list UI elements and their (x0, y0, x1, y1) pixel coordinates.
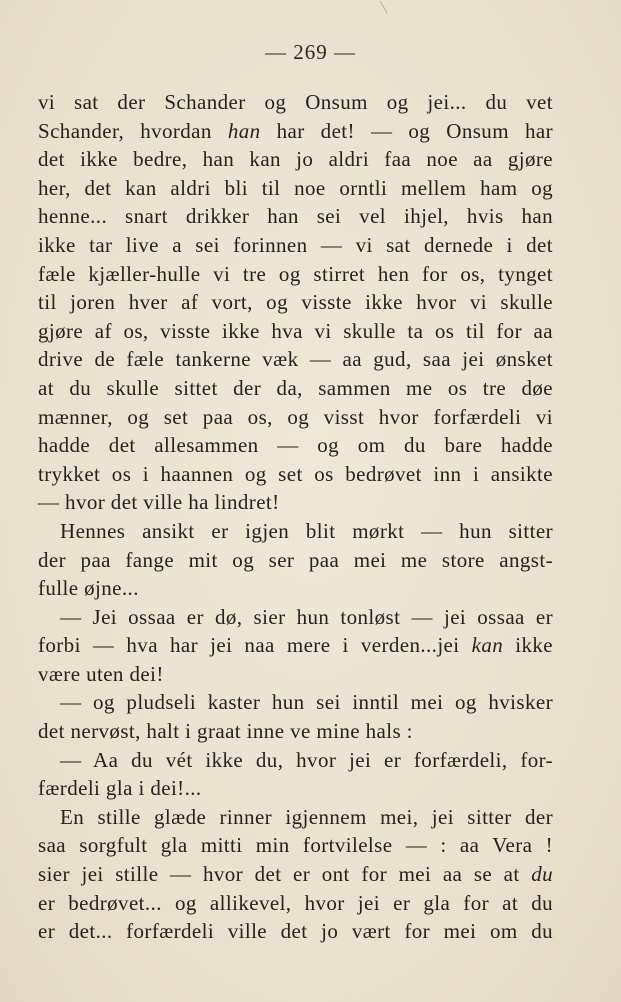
emphasis: han (227, 118, 261, 143)
text-line: drive de fæle tankerne væk — aa gud, saa jei ønsket (38, 347, 553, 372)
text-line: fulle øjne... (38, 576, 139, 601)
emphasis: kan (471, 633, 504, 658)
text-line: henne... snart drikker han sei vel ihjel, hvis han (38, 204, 553, 229)
text-line: — Jei ossaa er dø, sier hun tonløst — jei ossaa er (60, 604, 553, 629)
text-line: være uten dei! (38, 661, 164, 686)
text-line: færdeli gla i dei!... (38, 776, 202, 801)
paper-mark (380, 1, 388, 14)
text-line: er bedrøvet... og allikevel, hvor jei er gla for at du (38, 890, 553, 915)
text-line: Hennes ansikt er igjen blit mørkt — hun sitter (60, 518, 553, 543)
text-line: fæle kjæller-hulle vi tre og stirret hen for os, tynget (38, 261, 553, 286)
text-line: det nervøst, halt i graat inne ve mine hals : (38, 719, 413, 744)
text-line: — og pludseli kaster hun sei inntil mei og hvisker (60, 690, 553, 715)
text-line: forbi — hva har jei naa mere i verden...jei kan ikke (38, 633, 553, 658)
text-line: Schander, hvordan han har det! — og Onsum har (38, 118, 553, 143)
text-line: — Aa du vét ikke du, hvor jei er forfærdeli, for- (60, 747, 553, 772)
emphasis: du (531, 862, 553, 887)
text-line: hadde det allesammen — og om du bare hadde (38, 433, 553, 458)
text-line: her, det kan aldri bli til noe orntli mellem ham og (38, 175, 553, 200)
text-line: til joren hver af vort, og visste ikke hvor vi skulle (38, 290, 553, 315)
text-line: vi sat der Schander og Onsum og jei... du vet (38, 90, 553, 114)
page-number: — 269 — (265, 40, 356, 64)
text-line: at du skulle sittet der da, sammen me os tre døe (38, 375, 553, 400)
text-line: — hvor det ville ha lindret! (38, 490, 280, 515)
text-line: ikke tar live a sei forinnen — vi sat dernede i det (38, 232, 553, 257)
body-text (38, 88, 553, 946)
text-line: sier jei stille — hvor det er ont for mei aa se at du (38, 862, 553, 887)
text-line: er det... forfærdeli ville det jo vært for mei om du (38, 919, 553, 944)
text-line: det ikke bedre, han kan jo aldri faa noe aa gjøre (38, 147, 553, 172)
text-line: trykket os i haannen og set os bedrøvet inn i ansikte (38, 461, 553, 486)
text-line: En stille glæde rinner igjennem mei, jei sitter der (60, 804, 553, 829)
text-line: der paa fange mit og ser paa mei me store angst- (38, 547, 553, 572)
text-line: mænner, og set paa os, og visst hvor forfærdeli vi (38, 404, 553, 429)
text-line: saa sorgfult gla mitti min fortvilelse — : aa Vera ! (38, 833, 553, 858)
text-line: gjøre af os, visste ikke hva vi skulle ta os til for aa (38, 318, 553, 343)
